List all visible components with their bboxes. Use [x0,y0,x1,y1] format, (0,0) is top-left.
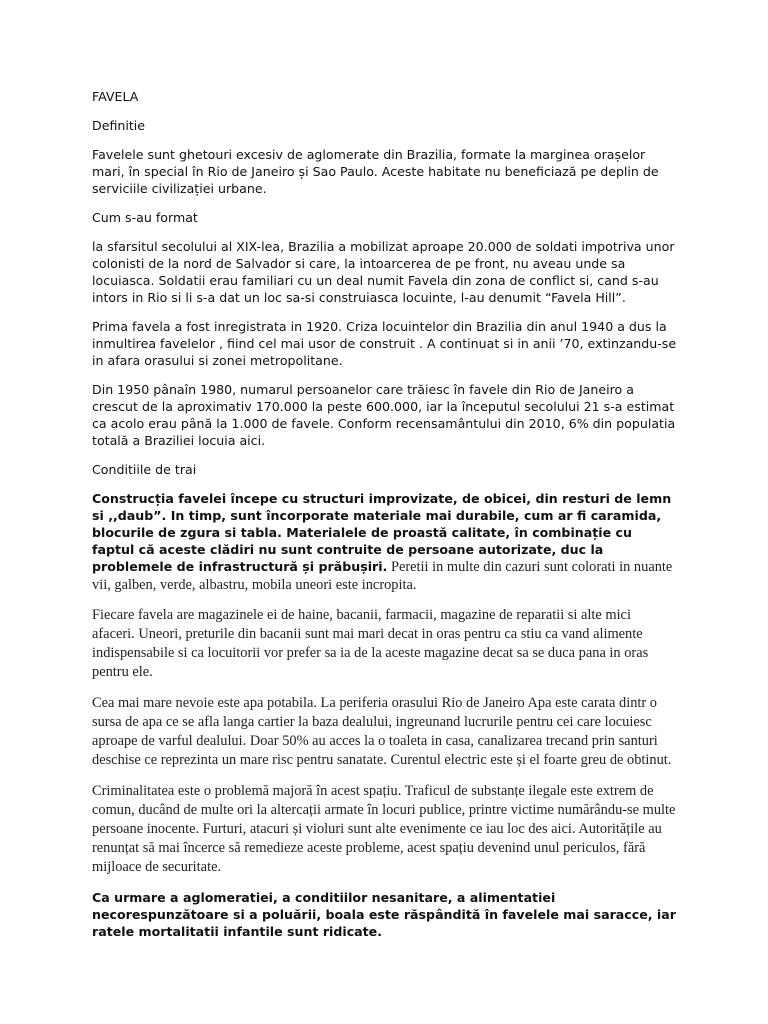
heading-conditiile-de-trai: Conditiile de trai [92,462,197,477]
paragraph-conditii [92,490,677,594]
paragraph-format-1: la sfarsitul secolului al XIX-lea, Brazilia a mobilizat aproape 20.000 de soldati impotriva unor colonisti de la nord de Salvador si care, la intoarcerea de pe front, nu aveau unde sa locuiasca. Soldatii erau familiari cu un deal numit Favela din zona de conflict si, cand s-au intors in Rio si li s-a dat un loc sa-si construiasca locuinte, l-au denumit “Favela Hill”. [92,239,675,305]
paragraph-format-2: Prima favela a fost inregistrata in 1920. Criza locuintelor din Brazilia din anul 1940 a dus la inmultirea favelelor , fiind cel mai usor de construit . A continuat si in anii ’70, extinzandu-se in afara orasului si zonei metropolitane. [92,319,677,368]
paragraph-format-3: Din 1950 pânaîn 1980, numarul persoanelor care trăiesc în favele din Rio de Janeiro a crescut de la aproximativ 170.000 la peste 600.000, iar la începutul secolului 21 s-a estimat ca acolo erau până la 1.000 de favele. Conform recensamântului din 2010, 6% din populatia totală a Braziliei locuia aici. [92,382,676,448]
document-body [92,88,677,952]
paragraph-magazine: Fiecare favela are magazinele ei de haine, bacanii, farmacii, magazine de reparatii si alte mici afaceri. Uneori, preturile din bacanii sunt mai mari decat in oras pentru ca stiu ca vand alimente indispensabile si ca locuitorii vor prefer sa ia de la aceste magazine decat sa se duca pana in oras pentru ele. [92,607,649,680]
paragraph-conditii-serif: Peretii in multe din cazuri sunt colorati in nuante vii, galben, verde, albastru, mobila uneori este incropita. [92,559,673,593]
paragraph-definitie: Favelele sunt ghetouri excesiv de aglomerate din Brazilia, formate la marginea orașelor mari, în special în Rio de Janeiro și Sao Paulo. Aceste habitate nu beneficiază pe deplin de serviciile civilizației urbane. [92,147,659,196]
heading-definitie: Definitie [92,118,146,133]
paragraph-apa: Cea mai mare nevoie este apa potabila. La periferia orasului Rio de Janeiro Apa este carata dintr o sursa de apa ce se afla langa cartier la baza dealului, ingreunand lucrurile pentru cei care locuiesc aproape de varful dealului. Doar 50% au acces la o toaleta in casa, canalizarea trecand prin santuri deschise ce reprezinta un mare risc pentru sanatate. Curentul electric este și el foarte greu de obtinut. [92,695,672,768]
paragraph-conditii-bold: Construcția favelei începe cu structuri improvizate, de obicei, din resturi de lemn si ,,daub”. In timp, sunt încorporate materiale mai durabile, cum ar fi caramida, blocurile de zgura si tabla. Materialele de proastă calitate, în combinație cu faptul că aceste clădiri nu sunt contruite de persoane autorizate, duc la problemele de infrastructură și prăbușiri. [92,491,672,574]
document-title: FAVELA [92,89,139,104]
heading-cum-s-au-format: Cum s-au format [92,210,198,225]
paragraph-criminalitate: Criminalitatea este o problemă majoră în acest spațiu. Traficul de substanțe ilegale este extrem de comun, ducând de multe ori la altercații armate în locuri publice, printre victime numărându-se multe persoane inocente. Furturi, atacuri și violuri sunt alte evenimente ce iau loc des aici. Autoritățile au renunțat să mai încerce să remedieze aceste probleme, acest spațiu devenind unul periculos, fără mijloace de securitate. [92,783,676,875]
paragraph-concluzie: Ca urmare a aglomeratiei, a conditiilor nesanitare, a alimentatiei necorespunzătoare si a poluării, boala este răspândită în favelele mai saracce, iar ratele mortalitatii infantile sunt ridicate. [92,890,676,939]
